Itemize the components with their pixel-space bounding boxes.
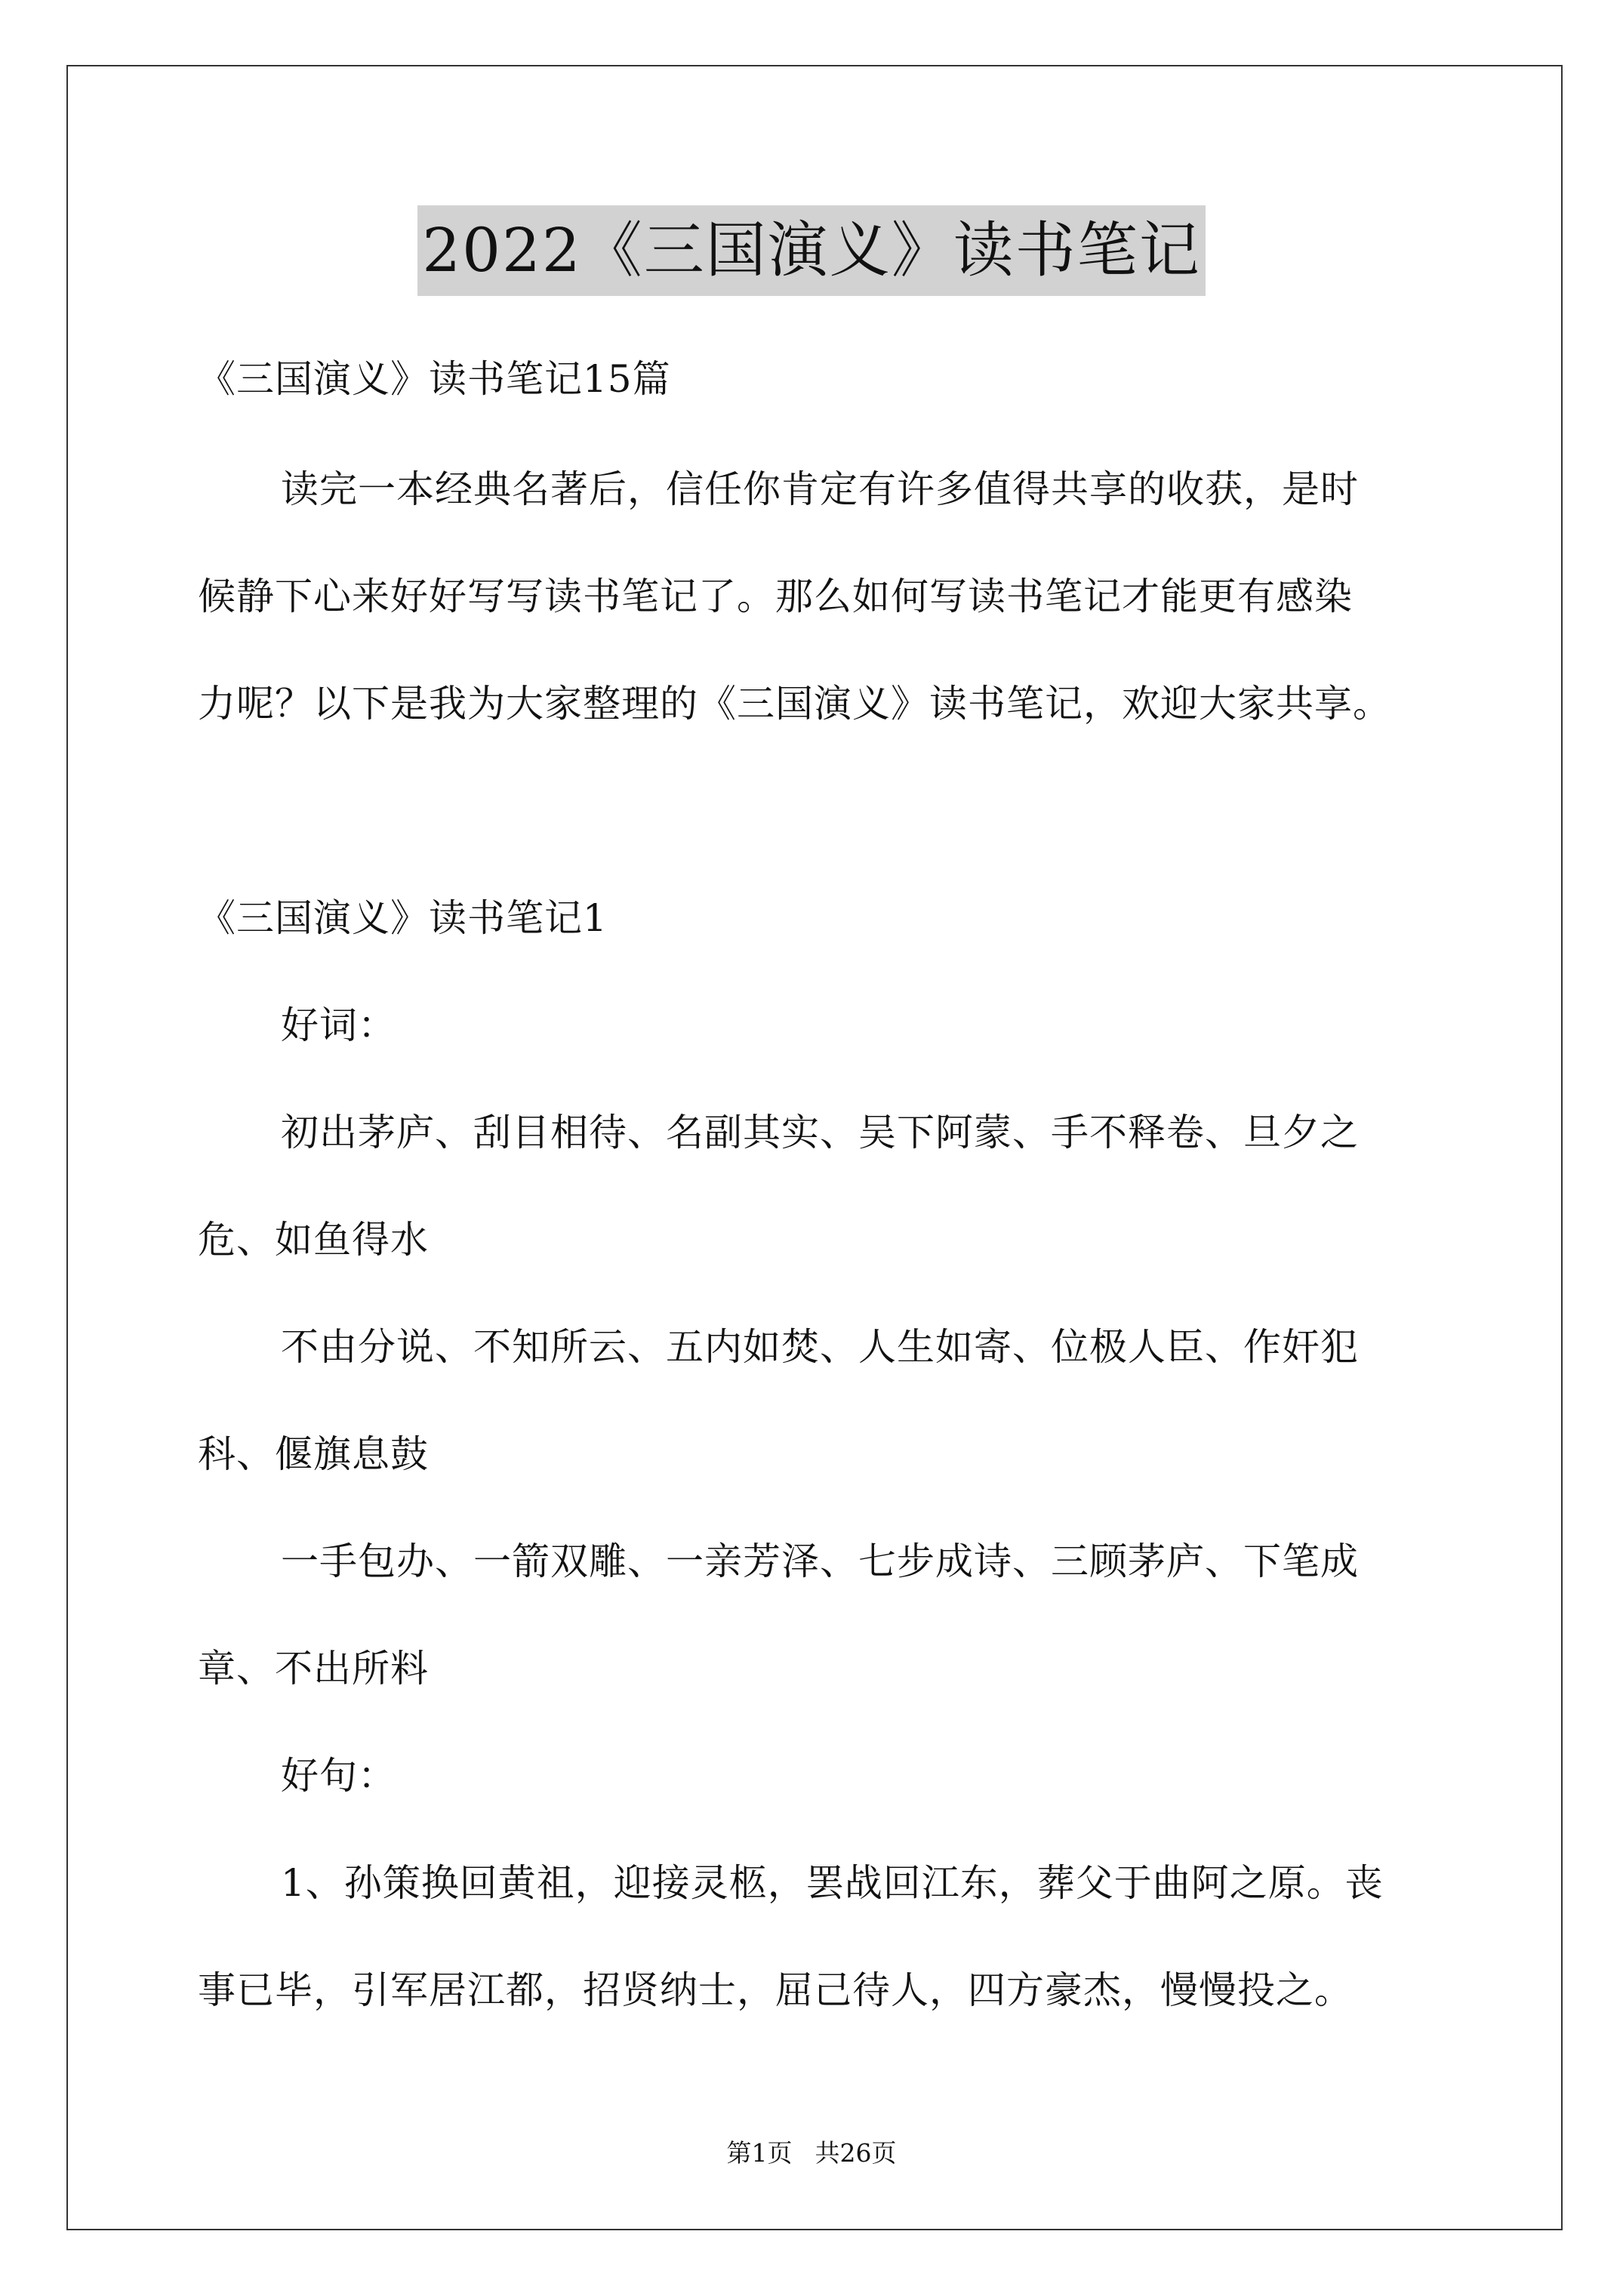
page-footer (0, 2137, 1623, 2170)
good-sentences-line-1: 1、孙策换回黄祖，迎接灵柩，罢战回江东，葬父于曲阿之原。丧 (281, 1861, 1384, 1905)
section-heading: 《三国演义》读书笔记1 (198, 896, 608, 940)
good-sentences-label: 好句： (281, 1754, 396, 1798)
intro-line-2: 候静下心来好好写写读书笔记了。那么如何写读书笔记才能更有感染 (198, 575, 1353, 618)
intro-line-3: 力呢？以下是我为大家整理的《三国演义》读书笔记，欢迎大家共享。 (198, 682, 1391, 726)
good-words-line-3: 不由分说、不知所云、五内如焚、人生如寄、位极人臣、作奸犯 (281, 1325, 1359, 1369)
title-container (0, 205, 1623, 296)
good-words-line-4: 科、偃旗息鼓 (198, 1432, 429, 1476)
good-sentences-line-2: 事已毕，引军居江都，招贤纳士，屈己待人，四方豪杰，慢慢投之。 (198, 1968, 1353, 2012)
intro-line-1: 读完一本经典名著后，信任你肯定有许多值得共享的收获，是时 (281, 467, 1359, 511)
page-total: 共26页 (815, 2138, 897, 2168)
good-words-line-5: 一手包办、一箭双雕、一亲芳泽、七步成诗、三顾茅庐、下笔成 (281, 1539, 1359, 1583)
good-words-line-2: 危、如鱼得水 (198, 1218, 429, 1262)
good-words-label: 好词： (281, 1003, 396, 1047)
good-words-line-6: 章、不出所料 (198, 1647, 429, 1690)
page-number: 第1页 (726, 2138, 793, 2168)
good-words-line-1: 初出茅庐、刮目相待、名副其实、吴下阿蒙、手不释卷、旦夕之 (281, 1111, 1359, 1154)
document-subtitle: 《三国演义》读书笔记15篇 (198, 357, 671, 401)
document-title: 2022《三国演义》读书笔记 (417, 205, 1206, 296)
